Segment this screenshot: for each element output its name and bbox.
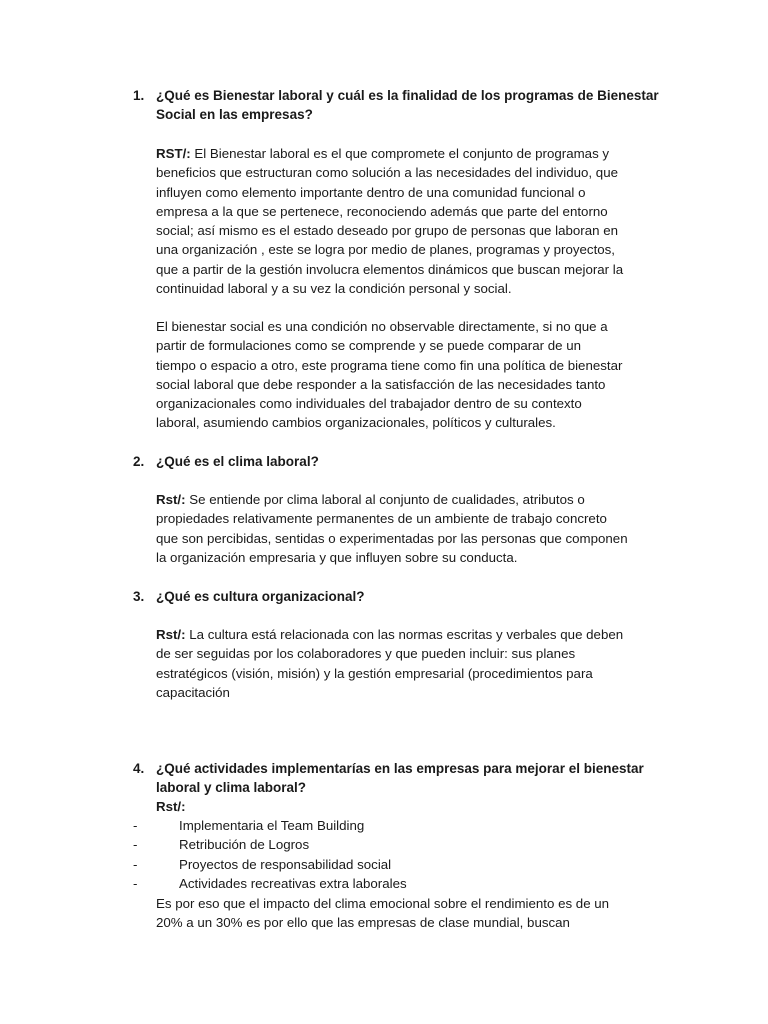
list-dash: - <box>133 875 138 891</box>
question-2 <box>133 452 663 471</box>
answer-text: El Bienestar laboral es el que compromete el conjunto de programas y beneficios que estructuran como solución a las necesidades del individuo, que influyen como elemento importante dentro de una comunidad funcional o empresa a la que se pertenece, reconociendo además que parte del entorno social; así mismo es el estado deseado por grupo de personas que laboran en una organización , este se logra por medio de planes, programas y proyectos, que a partir de la gestión involucra elementos dinámicos que buscan mejorar la continuidad laboral y a su vez la condición personal y social. <box>156 146 624 297</box>
question-number: 1. <box>133 88 145 103</box>
question-number: 3. <box>133 589 145 604</box>
answer-text: La cultura está relacionada con las normas escritas y verbales que deben de ser seguidas por los colaboradores y que pueden incluir: sus planes estratégicos (visión, misión) y la gestión empresarial (procedimientos para capacitación <box>156 627 624 700</box>
list-item-text: Retribución de Logros <box>179 837 310 853</box>
list-item <box>133 816 676 835</box>
answer-3-paragraph <box>156 625 676 702</box>
list-dash: - <box>133 856 138 872</box>
list-dash: - <box>133 818 138 833</box>
answer-4-label: Rst/: <box>156 799 186 814</box>
question-3 <box>133 587 663 606</box>
question-number: 2. <box>133 454 145 469</box>
answer-2-paragraph <box>156 490 676 567</box>
question-title: ¿Qué actividades implementarías en las empresas para mejorar el bienestar laboral y clima laboral? <box>156 761 644 796</box>
question-title: ¿Qué es Bienestar laboral y cuál es la finalidad de los programas de Bienestar Social en las empresas? <box>156 88 659 123</box>
list-item <box>133 855 676 874</box>
answer-4-closing: Es por eso que el impacto del clima emocional sobre el rendimiento es de un 20% a un 30% es por ello que las empresas de clase mundial, buscan <box>156 896 610 931</box>
question-number: 4. <box>133 761 145 776</box>
list-item-text: Actividades recreativas extra laborales <box>179 875 407 891</box>
list-dash: - <box>133 837 138 853</box>
answer-label: RST/: <box>156 146 191 161</box>
question-title: ¿Qué es cultura organizacional? <box>156 589 365 604</box>
answer-text: Se entiende por clima laboral al conjunto de cualidades, atributos o propiedades relativamente permanentes de un ambiente de trabajo concreto que son percibidas, sentidas o experimentadas por las personas que componen la organización empresaria y que influyen sobre su conducta. <box>156 492 628 565</box>
list-item-text: Implementaria el Team Building <box>179 818 365 833</box>
list-item-text: Proyectos de responsabilidad social <box>179 856 392 872</box>
answer-label: Rst/: <box>156 627 186 642</box>
list-item <box>133 835 676 854</box>
answer-1-paragraph-2: El bienestar social es una condición no observable directamente, si no que a partir de formulaciones como se comprende y se puede comparar de un tiempo o espacio a otro, este programa tiene como fin una política de bienestar social laboral que debe responder a la satisfacción de las necesidades tanto organizacionales como individuales del trabajador dentro de su contexto laboral, asumiendo cambios organizacionales, políticos y culturales. <box>156 319 623 431</box>
question-title: ¿Qué es el clima laboral? <box>156 454 319 469</box>
question-4 <box>133 759 663 798</box>
answer-1-paragraph-1 <box>156 144 676 298</box>
list-item <box>133 874 676 893</box>
answer-label: Rst/: <box>156 492 186 507</box>
question-1 <box>133 86 663 125</box>
activities-list <box>133 816 676 893</box>
